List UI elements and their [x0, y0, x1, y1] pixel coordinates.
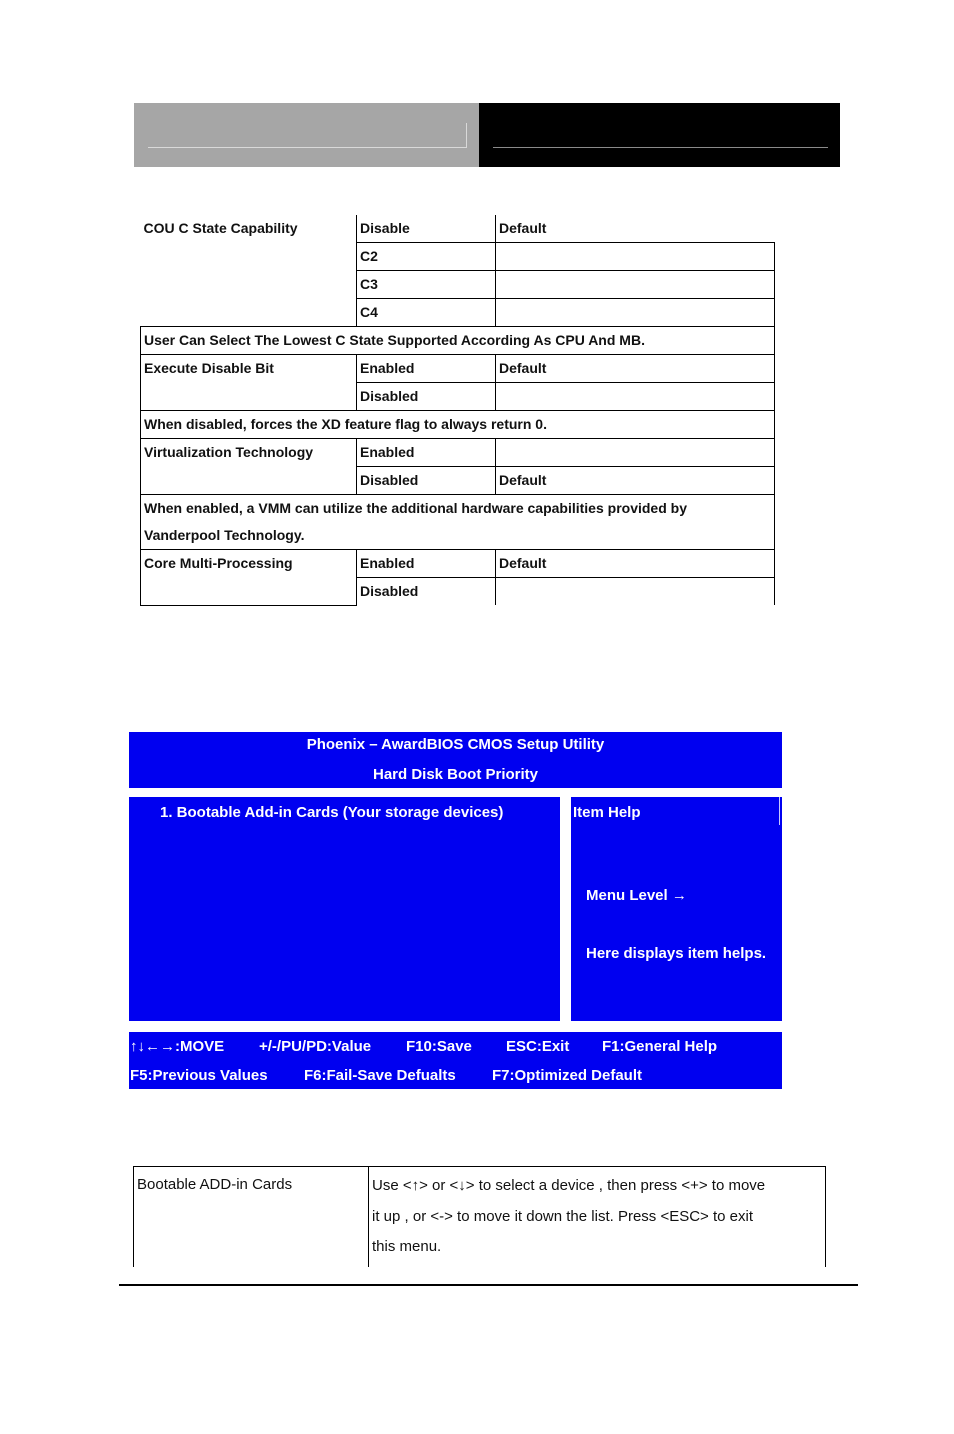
bios-title: Phoenix – AwardBIOS CMOS Setup Utility	[306, 736, 605, 753]
description-line: Use <↑> or <↓> to select a device , then press <+> to move	[372, 1177, 766, 1194]
description-line: this menu.	[372, 1238, 442, 1255]
option-value: C2	[357, 243, 496, 271]
table-row	[141, 327, 775, 355]
option-note	[496, 243, 775, 271]
key-exit: ESC:Exit	[506, 1038, 570, 1055]
description-line: it up , or <-> to move it down the list. Press <ESC> to exit	[372, 1207, 754, 1225]
help-item-name: Bootable ADD-in Cards	[134, 1167, 369, 1267]
option-note: Default	[496, 550, 775, 578]
footer-rule	[119, 1284, 858, 1286]
panel-divider	[779, 797, 780, 825]
item-help-text: Here displays item helps.	[586, 945, 767, 962]
option-note	[496, 271, 775, 299]
option-name: Virtualization Technology	[141, 439, 357, 495]
option-note: Default	[496, 355, 775, 383]
key-optimized: F7:Optimized Default	[492, 1067, 643, 1084]
option-name: Core Multi-Processing	[141, 550, 357, 606]
bios-key-legend	[129, 1032, 782, 1089]
option-description: User Can Select The Lowest C State Supported According As CPU And MB.	[141, 327, 775, 355]
banner-rule	[493, 147, 828, 148]
option-value: C4	[357, 299, 496, 327]
description-line: When enabled, a VMM can utilize the additional hardware capabilities provided by	[144, 500, 687, 516]
banner-tick	[466, 123, 467, 148]
option-note	[496, 299, 775, 327]
option-value: Enabled	[357, 355, 496, 383]
boot-device-item[interactable]: 1. Bootable Add-in Cards (Your storage devices)	[160, 804, 504, 821]
option-name: Execute Disable Bit	[141, 355, 357, 411]
table-row	[134, 1167, 826, 1267]
key-general-help: F1:General Help	[602, 1038, 718, 1055]
option-value: Enabled	[357, 439, 496, 467]
help-table	[133, 1166, 826, 1267]
banner-rule	[148, 147, 467, 148]
bios-subtitle: Hard Disk Boot Priority	[372, 766, 539, 783]
option-note	[496, 383, 775, 411]
header-banner-right	[479, 103, 840, 167]
table-row	[141, 355, 775, 383]
help-item-description	[369, 1167, 826, 1267]
key-previous-values: F5:Previous Values	[130, 1067, 268, 1084]
option-value: Disable	[357, 215, 496, 243]
option-note: Default	[496, 215, 775, 243]
option-value: C3	[357, 271, 496, 299]
option-value: Disabled	[357, 578, 496, 606]
option-note	[496, 439, 775, 467]
option-name: COU C State Capability	[141, 215, 357, 327]
description-line: Vanderpool Technology.	[144, 527, 305, 543]
option-value: Disabled	[357, 383, 496, 411]
menu-level: Menu Level →	[586, 887, 687, 904]
table-row	[141, 550, 775, 578]
bios-title-bar	[129, 732, 782, 788]
header-banner-left	[134, 103, 479, 167]
option-value: Disabled	[357, 467, 496, 495]
table-row	[141, 495, 775, 550]
options-table	[140, 215, 775, 606]
option-description: When disabled, forces the XD feature flag to always return 0.	[141, 411, 775, 439]
option-note	[496, 578, 775, 606]
key-fail-save: F6:Fail-Save Defualts	[304, 1067, 456, 1084]
key-move: ↑↓←→:MOVE	[130, 1038, 225, 1055]
option-note: Default	[496, 467, 775, 495]
key-value: +/-/PU/PD:Value	[259, 1038, 372, 1055]
option-value: Enabled	[357, 550, 496, 578]
option-description	[141, 495, 775, 550]
table-row	[141, 439, 775, 467]
key-save: F10:Save	[406, 1038, 472, 1055]
table-row	[141, 411, 775, 439]
table-row	[141, 215, 775, 243]
bios-menu-panel	[129, 797, 560, 1021]
item-help-title: Item Help	[573, 804, 641, 821]
bios-help-panel	[571, 797, 782, 1021]
